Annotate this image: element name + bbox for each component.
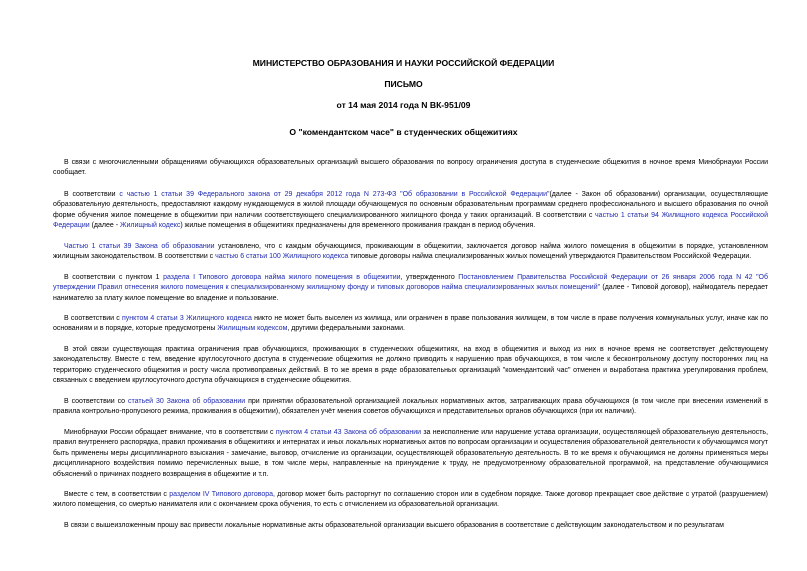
ministry-heading: МИНИСТЕРСТВО ОБРАЗОВАНИЯ И НАУКИ РОССИЙСКОЙ ФЕДЕРАЦИИ bbox=[252, 58, 555, 68]
paragraph-text: В этой связи существующая практика ограничения прав обучающихся, проживающих в студенческих общежитиях, на вход в общежития и выход из них в ночное время не соответствует действующему законодательству. Вместе с тем, введение круглосуточного доступа в студенческие общежития не должно приводить к нарушению прав обучающихся, в том числе к бесконтрольному доступу посторонних лиц на территорию студенческого общежития и росту числа противоправных действий. В то же время в ряде образовательных организаций "комендантский час" отменен и выработана практика урегулирования проблем, связанных с введением круглосуточного доступа обучающихся в студенческие общежития. bbox=[53, 346, 768, 385]
paragraph-text: никто не может быть выселен из жилища, или ограничен в праве пользования жилищем, в том числе в праве получения коммунальных услуг, иначе как по основаниям и в порядке, которые предусмотрены bbox=[53, 315, 768, 333]
paragraph-5 bbox=[53, 314, 768, 335]
legal-reference-link[interactable]: пунктом 4 статьи 43 Закона об образовании bbox=[275, 429, 422, 436]
paragraph-text: В соответствии bbox=[64, 191, 120, 198]
paragraph-text: установлено, что с каждым обучающимся, проживающим в общежитии, заключается договор найма жилого помещения в общежитии в порядке, установленном жилищным законодательством. В соответствии с bbox=[53, 243, 768, 261]
paragraph-8 bbox=[53, 428, 768, 480]
paragraph-text: за неисполнение или нарушение устава организации, осуществляющей образовательную деятельность, правил внутреннего распорядка, правил проживания в общежитиях и интернатах и иных локальных нормативных актов по вопросам организации и осуществления образовательной деятельности к обучающимся могут быть применены меры дисциплинарного взыскания - замечание, выговор, отчисление из организации, осуществляющей образовательную деятельность. В то же время к обучающимся не должны применяться меры дисциплинарного воздействия помимо перечисленных выше, в том числе меры, направленные на принуждение к труду, не предусмотренному образовательной программой, на представление обучающимися объяснений о причинах позднего возвращения в общежитие и т.п. bbox=[53, 429, 769, 478]
document-subject: О "комендантском часе" в студенческих общежитиях bbox=[289, 127, 518, 137]
legal-reference-link[interactable]: частью 1 статьи 94 Жилищного кодекса Российской Федерации bbox=[53, 211, 768, 230]
paragraph-text: (далее - Типовой договор), наймодатель передает нанимателю за плату жилое помещение во владение и пользование. bbox=[53, 284, 768, 302]
paragraph-2 bbox=[53, 190, 768, 232]
paragraph-text: (далее - bbox=[89, 222, 121, 230]
paragraph-text: (далее - Закон об образовании) организации, осуществляющие образовательную деятельность, предоставляют каждому нуждающемуся в жилой площади обучающемуся по основным образовательным программам среднего профессионального и высшего образования по очной форме обучения жилое помещение в общежитии при наличии соответствующего специализированного жилищного фонда у таких организаций. В соответствии с bbox=[53, 191, 768, 219]
paragraph-9 bbox=[53, 490, 768, 511]
legal-reference-link[interactable]: Постановлением Правительства Российской Федерации от 26 января 2006 года N 42 "Об утверждении Правил отнесения жилого помещения к специализированному жилищному фонду и типовых договоров найма специализированных жилых помещений" bbox=[53, 274, 769, 292]
document-date: от 14 мая 2014 года N ВК-951/09 bbox=[336, 100, 471, 110]
paragraph-3 bbox=[53, 242, 768, 263]
legal-reference-link[interactable]: Жилищным кодексом bbox=[217, 325, 288, 333]
paragraph-text: В соответствии с bbox=[64, 315, 123, 322]
paragraph-text: Вместе с тем, в соответствии с bbox=[64, 491, 170, 498]
legal-reference-link[interactable]: статьей 30 Закона об образовании bbox=[128, 398, 246, 405]
paragraph-1 bbox=[53, 158, 768, 179]
legal-reference-link[interactable]: Жилищный кодекс bbox=[120, 222, 181, 230]
paragraph-text: В соответствии с пунктом 1 bbox=[64, 274, 164, 281]
paragraph-text: Минобрнауки России обращает внимание, что в соответствии с bbox=[64, 429, 276, 436]
paragraph-10 bbox=[53, 521, 768, 531]
paragraph-4 bbox=[53, 273, 768, 304]
paragraph-text: , другими федеральными законами. bbox=[287, 325, 405, 333]
paragraph-text: В связи с многочисленными обращениями обучающихся образовательных организаций высшего образования по вопросу ограничения доступа в студенческие общежития в ночное время Минобрнауки России сообщает. bbox=[53, 159, 768, 177]
paragraph-text: , утвержденного bbox=[400, 274, 459, 281]
paragraph-text: при принятии образовательной организацией локальных нормативных актов, затрагивающих права обучающихся (в том числе при внесении изменений в правила контрольно-пропускного режима, проживания в общежитии), обязателен учёт мнения советов обучающихся и представительных органов обучающихся (при их наличии). bbox=[53, 398, 768, 416]
paragraph-text: ) жилые помещения в общежитиях предназначены для временного проживания граждан в период обучения. bbox=[180, 222, 536, 230]
paragraph-text: типовые договоры найма специализированных жилых помещений утверждаются Правительством Российской Федерации. bbox=[348, 253, 752, 261]
paragraph-text: В связи с вышеизложенным прошу вас привести локальные нормативные акты образовательной организации высшего образования в соответствие с действующим законодательством и по результатам bbox=[64, 522, 724, 529]
paragraph-text: , договор может быть расторгнут по соглашению сторон или в судебном порядке. Также договор прекращает свое действие с утратой (разрушением) жилого помещения, со смертью нанимателя или с окончанием срока обучения, то есть с отчислением из образовательной организации. bbox=[53, 491, 768, 509]
document-type: ПИСЬМО bbox=[384, 79, 423, 89]
legal-reference-link[interactable]: пунктом 4 статьи 3 Жилищного кодекса bbox=[122, 315, 252, 322]
legal-reference-link[interactable]: раздела I Типового договора найма жилого помещения в общежитии bbox=[163, 274, 401, 281]
paragraph-6 bbox=[53, 345, 768, 387]
legal-reference-link[interactable]: частью 6 статьи 100 Жилищного кодекса bbox=[215, 253, 349, 261]
legal-reference-link[interactable]: с частью 1 статьи 39 Федерального закона от 29 декабря 2012 года N 273-ФЗ "Об образовании в Российской Федерации" bbox=[119, 191, 550, 198]
legal-reference-link[interactable]: разделом IV Типового договора bbox=[169, 491, 274, 498]
paragraph-text: В соответствии со bbox=[64, 398, 128, 405]
paragraph-7 bbox=[53, 397, 768, 418]
legal-reference-link[interactable]: Частью 1 статьи 39 Закона об образовании bbox=[64, 243, 215, 250]
